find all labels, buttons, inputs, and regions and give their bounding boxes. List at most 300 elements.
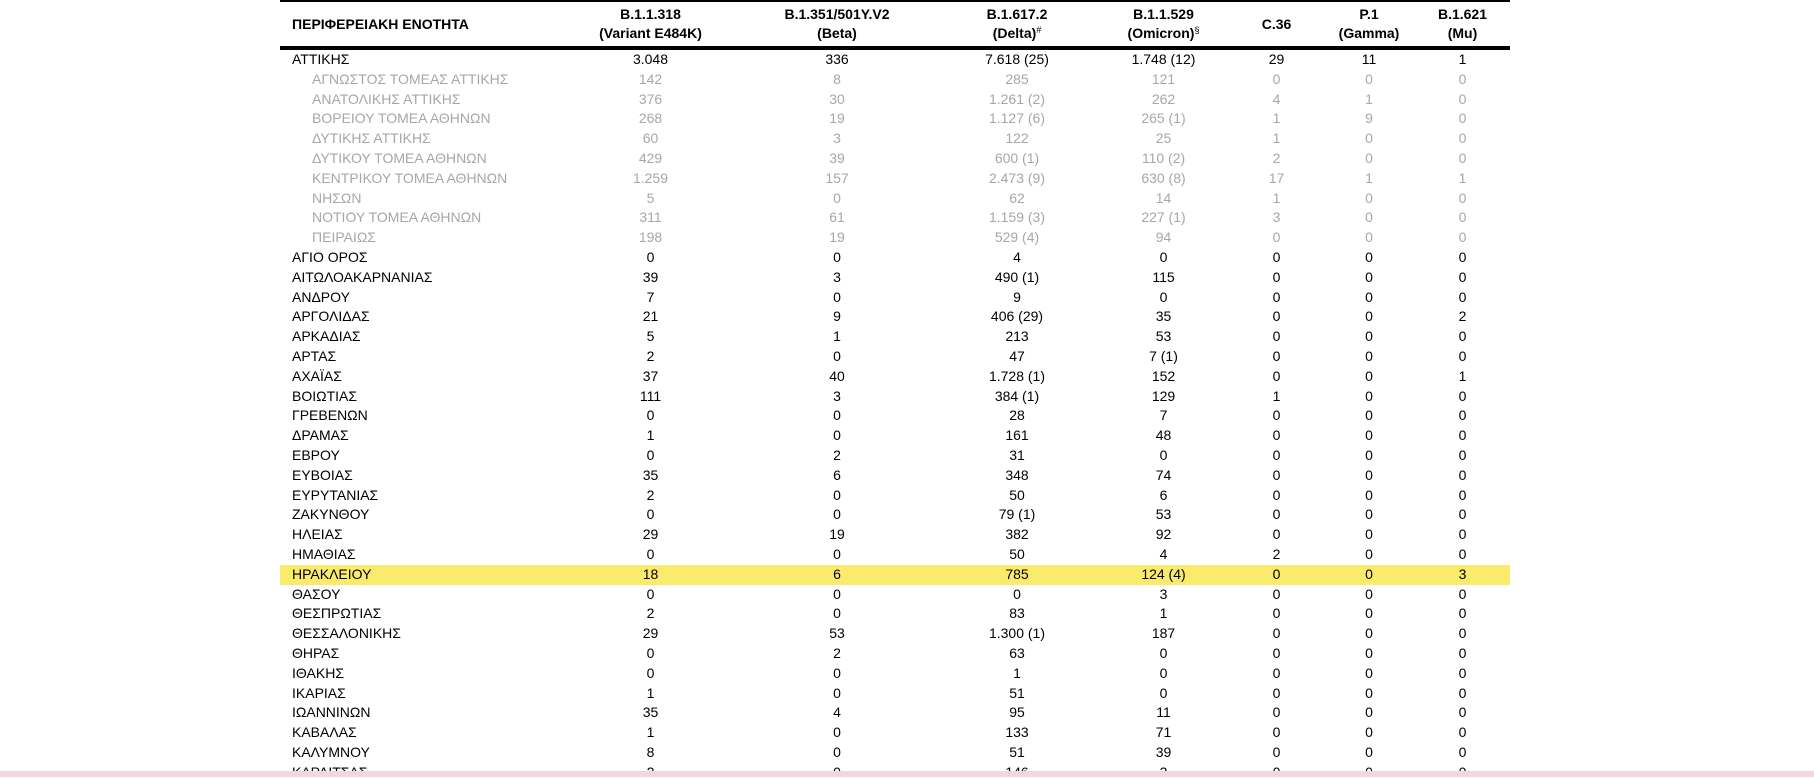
table-row [280,466,1510,486]
beta-cell: 0 [833,486,841,503]
b11318-cell: 0 [646,248,655,265]
mu-cell: 0 [1458,130,1467,147]
beta-cell: 19 [829,110,845,127]
omicron-cell: 1.748 (12) [1131,51,1196,67]
region-cell: ΕΥΒΟΙΑΣ [292,466,353,483]
omicron-cell: 71 [1155,724,1172,741]
subregion-row [280,208,1510,228]
b11318-cell: 29 [642,526,659,543]
header-omicron-footnote: § [1194,25,1200,35]
omicron-cell: 129 [1151,387,1176,404]
mu-cell: 0 [1458,328,1467,345]
delta-cell: 382 [1005,526,1029,543]
beta-cell: 3 [833,130,841,147]
beta-cell: 0 [833,743,841,760]
beta-cell: 6 [833,466,841,483]
gamma-cell: 11 [1361,51,1377,67]
header-delta-name: (Delta) [992,25,1037,41]
gamma-cell: 0 [1365,229,1373,246]
beta-cell: 0 [833,724,841,741]
beta-cell: 30 [829,90,845,107]
b11318-cell: 37 [642,367,659,384]
delta-cell: 490 (1) [994,268,1040,285]
b11318-cell: 0 [646,664,655,681]
omicron-cell: 11 [1156,704,1171,721]
region-cell: ΕΒΡΟΥ [292,446,340,463]
table-row [280,505,1510,525]
omicron-cell: 14 [1155,189,1172,206]
omicron-cell: 94 [1155,229,1172,246]
c36-cell: 0 [1272,446,1281,463]
omicron-cell: 0 [1159,684,1168,701]
region-cell: ΝΗΣΩΝ [312,189,362,206]
gamma-cell: 0 [1365,328,1373,345]
beta-cell: 61 [829,209,845,226]
mu-cell: 2 [1458,308,1467,325]
beta-cell: 0 [833,427,841,444]
mu-cell: 0 [1458,446,1467,463]
mu-cell: 0 [1458,110,1467,127]
delta-cell: 4 [1013,248,1021,265]
c36-cell: 0 [1272,268,1281,285]
gamma-cell: 0 [1365,585,1373,602]
b11318-cell: 2 [646,486,655,503]
b11318-cell: 0 [646,585,655,602]
c36-cell: 29 [1268,51,1285,67]
omicron-cell: 35 [1155,308,1172,325]
b11318-cell: 0 [646,545,655,562]
omicron-cell: 53 [1155,328,1172,345]
delta-cell: 31 [1009,446,1025,463]
b11318-cell: 376 [638,90,663,107]
gamma-cell: 0 [1365,466,1373,483]
table-body [280,48,1510,782]
c36-cell: 3 [1272,209,1281,226]
region-cell: ΚΑΒΑΛΑΣ [292,724,357,741]
beta-cell: 157 [825,169,849,186]
table-row [280,406,1510,426]
gamma-cell: 1 [1365,90,1373,107]
mu-cell: 0 [1458,347,1467,364]
mu-cell: 0 [1458,427,1467,444]
subregion-row [280,109,1510,129]
region-cell: ΑΓΝΩΣΤΟΣ ΤΟΜΕΑΣ ΑΤΤΙΚΗΣ [312,70,509,87]
beta-cell: 0 [833,288,841,305]
header-region-label: ΠΕΡΙΦΕΡΕΙΑΚΗ ΕΝΟΤΗΤΑ [292,15,469,32]
c36-cell: 0 [1272,724,1281,741]
region-cell: ΗΛΕΙΑΣ [292,526,343,543]
omicron-cell: 7 [1159,407,1168,424]
region-cell: ΘΕΣΣΑΛΟΝΙΚΗΣ [292,625,401,642]
b11318-cell: 2 [646,605,655,622]
mu-cell: 0 [1458,664,1467,681]
region-cell: ΘΑΣΟΥ [292,585,341,602]
c36-cell: 0 [1272,684,1281,701]
mu-cell: 1 [1458,367,1467,384]
mu-cell: 0 [1458,90,1467,107]
table-row [280,248,1510,268]
omicron-cell: 1 [1159,605,1168,622]
header-gamma [1323,1,1415,48]
mu-cell: 0 [1458,644,1467,661]
gamma-cell: 0 [1365,664,1373,681]
region-cell: ΑΧΑΪΑΣ [292,367,342,384]
b11318-cell: 35 [642,704,659,721]
delta-cell: 0 [1013,585,1021,602]
region-cell: ΑΡΤΑΣ [292,347,337,364]
delta-cell: 50 [1009,545,1025,562]
gamma-cell: 0 [1365,545,1373,562]
beta-cell: 0 [833,347,841,364]
table-row [280,347,1510,367]
delta-cell: 1.127 (6) [988,110,1046,127]
b11318-cell: 18 [564,565,737,585]
mu-cell: 0 [1458,486,1467,503]
omicron-cell: 265 (1) [1141,110,1186,127]
mu-cell: 0 [1458,605,1467,622]
c36-cell: 0 [1272,248,1281,265]
delta-cell: 406 (29) [990,308,1044,325]
header-beta [737,1,937,48]
b11318-cell: 0 [646,446,655,463]
b11318-cell: 1 [646,724,655,741]
b11318-cell: 2 [646,347,655,364]
table-row [280,268,1510,288]
table-row [280,664,1510,684]
subregion-row [280,189,1510,209]
header-delta-line [937,24,1097,43]
region-cell: ΘΗΡΑΣ [292,644,340,661]
delta-cell: 785 [937,565,1097,585]
omicron-cell: 115 [1152,268,1175,285]
delta-cell: 1.159 (3) [988,209,1046,226]
b11318-cell: 0 [646,407,655,424]
omicron-cell: 3 [1159,585,1168,602]
table-row [280,426,1510,446]
omicron-cell: 110 (2) [1141,149,1186,166]
mu-cell: 3 [1415,565,1510,585]
c36-cell: 0 [1272,367,1281,384]
beta-cell: 3 [833,387,841,404]
c36-cell: 1 [1272,110,1281,127]
c36-cell: 0 [1272,407,1281,424]
region-cell: ΗΡΑΚΛΕΙΟΥ [280,565,564,585]
region-cell: ΙΚΑΡΙΑΣ [292,684,346,701]
table-row [280,48,1510,70]
omicron-cell: 0 [1159,644,1168,661]
beta-cell: 8 [833,70,841,87]
table-row [280,703,1510,723]
delta-cell: 47 [1009,347,1025,364]
gamma-cell: 0 [1365,526,1373,543]
beta-cell: 19 [829,229,845,246]
header-b11318-name: (Variant E484K) [599,25,702,41]
c36-cell: 2 [1272,149,1281,166]
b11318-cell: 142 [638,70,663,87]
c36-cell: 0 [1272,288,1281,305]
delta-cell: 1 [1013,664,1021,681]
header-omicron-line [1097,24,1230,43]
b11318-cell: 268 [638,110,663,127]
c36-cell: 0 [1272,704,1281,721]
b11318-cell: 311 [639,209,662,226]
delta-cell: 285 [1005,70,1029,87]
mu-cell: 0 [1458,248,1467,265]
mu-cell: 0 [1458,704,1467,721]
c36-cell: 2 [1272,545,1281,562]
beta-cell: 19 [829,526,845,543]
c36-cell: 1 [1272,387,1281,404]
gamma-cell: 0 [1365,427,1373,444]
region-cell: ΑΝΔΡΟΥ [292,288,350,305]
region-cell: ΑΤΤΙΚΗΣ [292,51,350,67]
beta-cell: 3 [833,268,841,285]
delta-cell: 384 (1) [994,387,1040,404]
mu-cell: 0 [1458,407,1467,424]
region-cell: ΘΕΣΠΡΩΤΙΑΣ [292,605,382,622]
mu-cell: 0 [1458,625,1467,642]
header-c36 [1230,1,1323,48]
gamma-cell: 0 [1365,407,1373,424]
header-delta-footnote: # [1036,25,1042,35]
beta-cell: 1 [833,328,841,345]
gamma-cell: 0 [1365,486,1373,503]
c36-cell: 4 [1272,90,1281,107]
omicron-cell: 53 [1155,506,1172,523]
c36-cell: 0 [1272,743,1281,760]
c36-cell: 0 [1272,427,1281,444]
mu-cell: 1 [1458,169,1467,186]
mu-cell: 0 [1458,545,1467,562]
delta-cell: 7.618 (25) [985,51,1049,67]
b11318-cell: 60 [642,130,659,147]
b11318-cell: 1 [646,427,655,444]
delta-cell: 161 [1005,427,1029,444]
header-b11318 [564,1,737,48]
mu-cell: 0 [1458,585,1467,602]
c36-cell: 0 [1272,506,1281,523]
c36-cell: 0 [1272,466,1281,483]
delta-cell: 1.300 (1) [988,625,1046,642]
omicron-cell: 630 (8) [1141,169,1186,186]
gamma-cell: 0 [1365,149,1373,166]
omicron-cell: 262 [1151,90,1176,107]
b11318-cell: 3.048 [632,51,669,67]
table-row [280,684,1510,704]
delta-cell: 133 [1005,724,1029,741]
delta-cell: 50 [1009,486,1025,503]
region-cell: ΔΥΤΙΚΟΥ ΤΟΜΕΑ ΑΘΗΝΩΝ [312,149,487,166]
table-row [280,387,1510,407]
b11318-cell: 8 [646,743,655,760]
omicron-cell: 227 (1) [1141,209,1186,226]
mu-cell: 0 [1458,506,1467,523]
region-cell: ΠΕΙΡΑΙΩΣ [312,229,376,246]
gamma-cell: 0 [1365,625,1373,642]
gamma-cell: 0 [1365,209,1373,226]
c36-cell: 17 [1268,169,1285,186]
delta-cell: 51 [1009,684,1025,701]
c36-cell: 1 [1272,130,1281,147]
c36-cell: 0 [1272,486,1281,503]
beta-cell: 336 [825,51,849,67]
mu-cell: 0 [1458,70,1467,87]
table-row [280,307,1510,327]
gamma-cell: 0 [1365,743,1373,760]
omicron-cell: 0 [1159,248,1168,265]
c36-cell: 0 [1272,526,1281,543]
region-cell: ΙΩΑΝΝΙΝΩΝ [292,704,371,721]
mu-cell: 0 [1458,466,1467,483]
omicron-cell: 39 [1155,743,1172,760]
header-beta-code: B.1.351/501Y.V2 [784,6,890,22]
omicron-cell: 0 [1159,288,1168,305]
b11318-cell: 198 [638,229,663,246]
c36-cell: 0 [1272,70,1281,87]
header-region [280,1,564,48]
gamma-cell: 0 [1365,446,1373,463]
beta-cell: 0 [833,605,841,622]
gamma-cell: 0 [1365,347,1373,364]
beta-cell: 0 [833,407,841,424]
gamma-cell: 0 [1365,288,1373,305]
table-row [280,327,1510,347]
omicron-cell: 0 [1159,664,1168,681]
region-cell: ΑΙΤΩΛΟΑΚΑΡΝΑΝΙΑΣ [292,268,433,285]
gamma-cell: 0 [1365,724,1373,741]
omicron-cell: 124 (4) [1097,565,1230,585]
region-cell: ΑΝΑΤΟΛΙΚΗΣ ΑΤΤΙΚΗΣ [312,90,461,107]
omicron-cell: 0 [1159,446,1168,463]
region-cell: ΒΟΙΩΤΙΑΣ [292,387,358,404]
subregion-row [280,90,1510,110]
delta-cell: 2.473 (9) [988,169,1046,186]
c36-cell: 0 [1272,625,1281,642]
beta-cell: 0 [833,585,841,602]
mu-cell: 0 [1458,288,1467,305]
beta-cell: 6 [737,565,937,585]
subregion-row [280,228,1510,248]
region-cell: ΒΟΡΕΙΟΥ ΤΟΜΕΑ ΑΘΗΝΩΝ [312,110,491,127]
gamma-cell: 0 [1365,387,1373,404]
region-cell: ΑΡΓΟΛΙΔΑΣ [292,308,370,325]
b11318-cell: 5 [646,328,655,345]
b11318-cell: 7 [646,288,655,305]
mu-cell: 0 [1458,149,1467,166]
beta-cell: 2 [833,446,841,463]
region-cell: ΑΡΚΑΔΙΑΣ [292,328,361,345]
header-mu-name: (Mu) [1447,25,1478,41]
header-c36-code: C.36 [1261,15,1292,32]
gamma-cell: 9 [1365,110,1373,127]
mu-cell: 0 [1458,209,1467,226]
gamma-cell: 0 [1365,506,1373,523]
header-delta [937,1,1097,48]
omicron-cell: 4 [1159,545,1168,562]
beta-cell: 40 [829,367,845,384]
region-cell: ΕΥΡΥΤΑΝΙΑΣ [292,486,379,503]
table-row [280,604,1510,624]
table-row [280,624,1510,644]
table-row [280,723,1510,743]
gamma-cell: 0 [1365,367,1373,384]
delta-cell: 51 [1009,743,1025,760]
table-row [280,525,1510,545]
gamma-cell: 0 [1323,565,1415,585]
omicron-cell: 6 [1159,486,1168,503]
region-cell: ΔΡΑΜΑΣ [292,427,349,444]
c36-cell: 0 [1230,565,1323,585]
region-cell: ΚΕΝΤΡΙΚΟΥ ΤΟΜΕΑ ΑΘΗΝΩΝ [312,169,508,186]
mu-cell: 0 [1458,268,1467,285]
delta-cell: 213 [1005,328,1029,345]
b11318-cell: 429 [638,149,663,166]
region-cell: ΙΘΑΚΗΣ [292,664,344,681]
delta-cell: 348 [1005,466,1029,483]
mu-cell: 0 [1458,684,1467,701]
c36-cell: 0 [1272,347,1281,364]
c36-cell: 0 [1272,328,1281,345]
header-mu-code: B.1.621 [1437,6,1488,22]
b11318-cell: 1 [646,684,655,701]
c36-cell: 0 [1272,664,1281,681]
table-row [280,743,1510,763]
gamma-cell: 0 [1365,308,1373,325]
b11318-cell: 39 [642,268,659,285]
subregion-row [280,149,1510,169]
region-cell: ΔΥΤΙΚΗΣ ΑΤΤΙΚΗΣ [312,130,431,147]
gamma-cell: 0 [1365,644,1373,661]
gamma-cell: 0 [1365,130,1373,147]
region-cell: ΝΟΤΙΟΥ ΤΟΜΕΑ ΑΘΗΝΩΝ [312,209,482,226]
table-row [280,585,1510,605]
omicron-cell: 25 [1155,130,1172,147]
delta-cell: 95 [1009,704,1025,721]
c36-cell: 1 [1272,189,1281,206]
gamma-cell: 0 [1365,248,1373,265]
highlighted-row [280,565,1510,585]
delta-cell: 79 (1) [998,506,1036,523]
mu-cell: 0 [1458,526,1467,543]
c36-cell: 0 [1272,229,1281,246]
omicron-cell: 187 [1151,625,1176,642]
omicron-cell: 152 [1151,367,1176,384]
beta-cell: 2 [833,644,841,661]
beta-cell: 0 [833,248,841,265]
table-row [280,288,1510,308]
gamma-cell: 1 [1365,169,1373,186]
b11318-cell: 1.259 [632,169,669,186]
table-row [280,446,1510,466]
omicron-cell: 7 (1) [1149,347,1178,364]
beta-cell: 0 [833,189,841,206]
gamma-cell: 0 [1365,70,1373,87]
mu-cell: 0 [1458,189,1467,206]
delta-cell: 1.261 (2) [988,90,1046,107]
header-gamma-code: P.1 [1359,6,1379,22]
table-row [280,644,1510,664]
table-header-row [280,1,1510,48]
header-mu [1415,1,1510,48]
delta-cell: 83 [1009,605,1025,622]
gamma-cell: 0 [1365,189,1373,206]
b11318-cell: 111 [639,387,662,404]
region-cell: ΑΓΙΟ ΟΡΟΣ [292,248,368,265]
beta-cell: 0 [833,684,841,701]
omicron-cell: 121 [1151,70,1176,87]
gamma-cell: 0 [1365,704,1373,721]
delta-cell: 1.728 (1) [988,367,1046,384]
